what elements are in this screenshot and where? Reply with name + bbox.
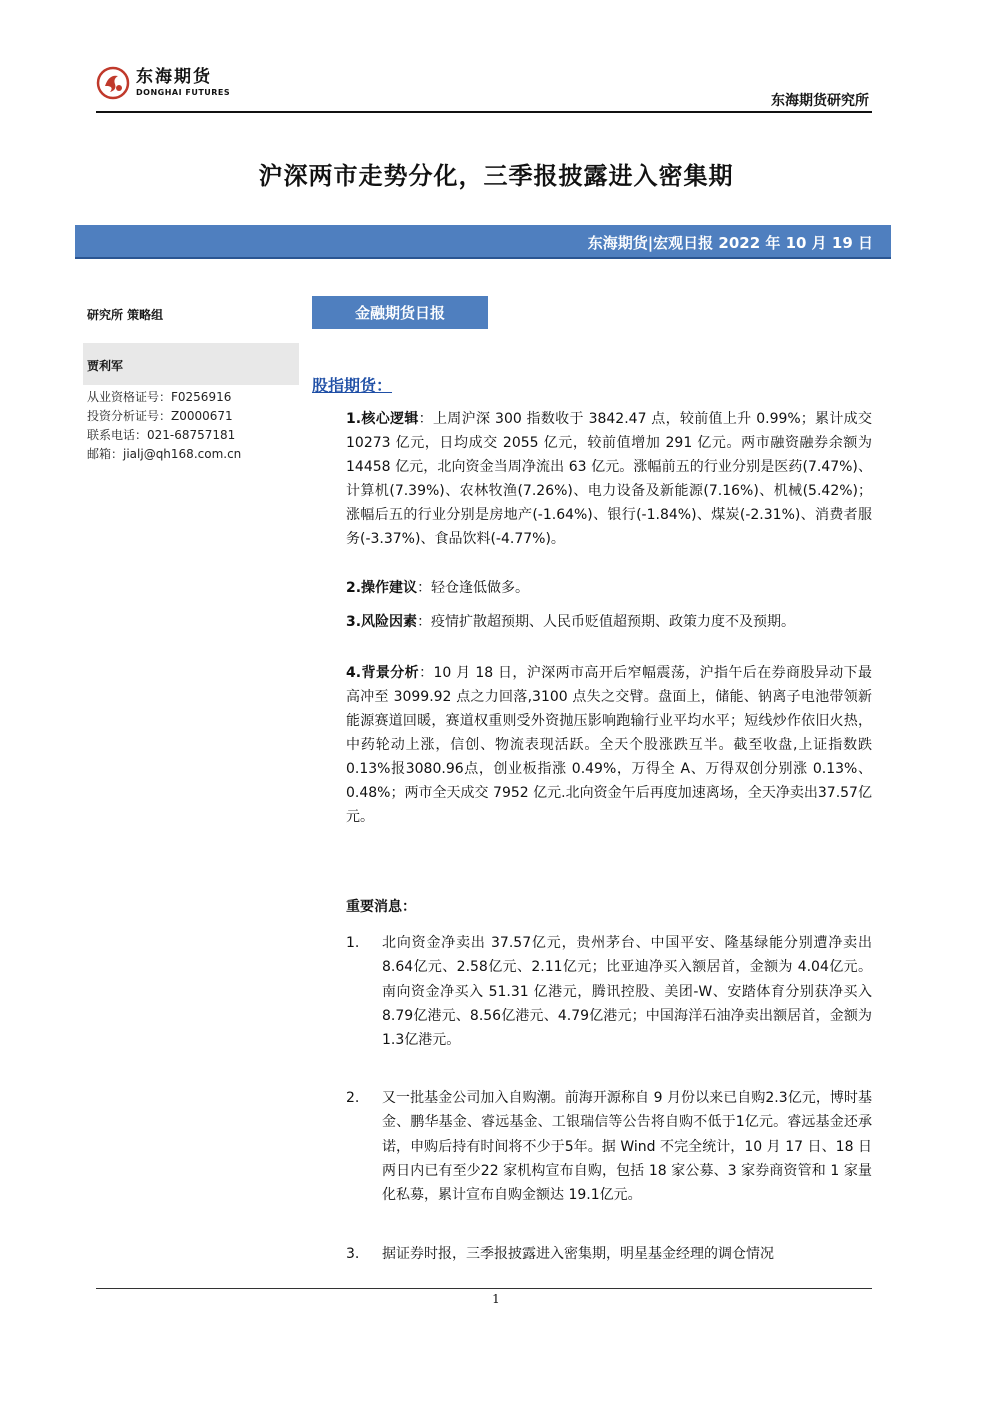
- background-analysis-paragraph: [346, 661, 872, 829]
- section-tab-financial-futures: 金融期货日报: [312, 296, 488, 329]
- author-contact-info: [83, 388, 299, 464]
- footer-divider: [96, 1288, 872, 1289]
- logo-chinese-name: 东海期货: [136, 67, 212, 87]
- logo-english-name: DONGHAI FUTURES: [136, 88, 231, 97]
- core-logic-paragraph: [346, 407, 872, 551]
- paragraph-label: 4.背景分析: [346, 665, 420, 681]
- page-number: 1: [492, 1292, 500, 1306]
- paragraph-text: ：上周沪深 300 指数收于 3842.47 点，较前值上升 0.99%；累计成交 10273 亿元，日均成交 2055 亿元，较前值增加 291 亿元。两市融资融券余额为 14458 亿元，北向资金当周净流出 63 亿元。涨幅前五的行业分别是医药(7.47%)、计算机(7.39%)、农林牧渔(7.26%)、电力设备及新能源(7.16%)、机械(5.42%)；涨幅后五的行业分别是房地产(-1.64%)、银行(-1.84%)、煤炭(-2.31%)、消费者服务(-3.37%)、食品饮料(-4.77%)。: [346, 411, 873, 547]
- contact-phone: 联系电话：021-68757181: [87, 428, 236, 442]
- operation-advice-paragraph: [346, 576, 872, 600]
- paragraph-text: ：疫情扩散超预期、人民币贬值超预期、政策力度不及预期。: [417, 614, 796, 630]
- news-item: [346, 931, 872, 1052]
- paragraph-label: 1.核心逻辑: [346, 411, 419, 427]
- donghai-logo-icon: [96, 66, 130, 100]
- news-text: 据证券时报，三季报披露进入密集期，明星基金经理的调仓情况: [382, 1246, 774, 1262]
- news-item: [346, 1086, 872, 1207]
- author-name-box: [83, 343, 299, 385]
- analysis-cert-number: 投资分析证号：Z0000671: [87, 409, 233, 423]
- news-number: 1.: [346, 935, 360, 951]
- company-logo: [96, 66, 230, 100]
- news-text: 北向资金净卖出 37.57亿元，贵州茅台、中国平安、隆基绿能分别遭净卖出 8.64亿元、2.58亿元、2.11亿元；比亚迪净买入额居首，金额为 4.04亿元。南向资金净买入 51.31 亿港元，腾讯控股、美团-W、安踏体育分别获净买入 8.79亿港元、8.56亿港元、4.79亿港元；中国海洋石油净卖出额居首，金额为 1.3亿港元。: [382, 935, 872, 1049]
- paragraph-text: ：10 月 18 日，沪深两市高开后窄幅震荡，沪指午后在券商股异动下最高冲至 3099.92 点之力回落,3100 点失之交臂。盘面上，储能、钠离子电池带领新能源赛道回暖，赛道权重则受外资抛压影响跑输行业平均水平；短线炒作依旧火热，中药轮动上涨，信创、物流表现活跃。全天个股涨跌互半。截至收盘,上证指数跌 0.13%报3080.96点，创业板指涨 0.49%，万得全 A、万得双创分别涨 0.13%、0.48%；两市全天成交 7952 亿元.北向资金午后再度加速离场，全天净卖出37.57亿元。: [346, 665, 873, 825]
- department-label: 研究所 策略组: [87, 308, 164, 322]
- news-number: 3.: [346, 1246, 360, 1262]
- news-text: 又一批基金公司加入自购潮。前海开源称自 9 月份以来已自购2.3亿元，博时基金、鹏华基金、睿远基金、工银瑞信等公告将自购不低于1亿元。睿远基金还承诺，申购后持有时间将不少于5年。据 Wind 不完全统计，10 月 17 日、18 日两日内已有至少22 家机构宣布自购，包括 18 家公募、3 家券商资管和 1 家量化私募，累计宣布自购金额达 19.1亿元。: [382, 1090, 872, 1204]
- paragraph-text: ：轻仓逢低做多。: [417, 580, 530, 596]
- paragraph-label: 3.风险因素: [346, 614, 418, 630]
- qualification-number: 从业资格证号：F0256916: [87, 390, 232, 404]
- news-number: 2.: [346, 1090, 360, 1106]
- contact-email: 邮箱：jialj@qh168.com.cn: [87, 447, 242, 461]
- paragraph-label: 2.操作建议: [346, 580, 418, 596]
- stock-index-futures-heading: 股指期货：: [312, 376, 393, 395]
- risk-factors-paragraph: [346, 610, 872, 634]
- banner-text: 东海期货|宏观日报 2022 年 10 月 19 日: [587, 234, 873, 252]
- page-header: [96, 66, 871, 112]
- important-news-heading: 重要消息：: [346, 899, 416, 915]
- author-sidebar: [83, 306, 299, 464]
- report-title: 沪深两市走势分化，三季报披露进入密集期: [258, 162, 734, 190]
- header-divider: [96, 111, 872, 113]
- author-name: 贾利军: [87, 359, 124, 373]
- news-item: [346, 1242, 872, 1266]
- header-institute-label: 东海期货研究所: [771, 93, 869, 109]
- report-banner: [75, 225, 891, 259]
